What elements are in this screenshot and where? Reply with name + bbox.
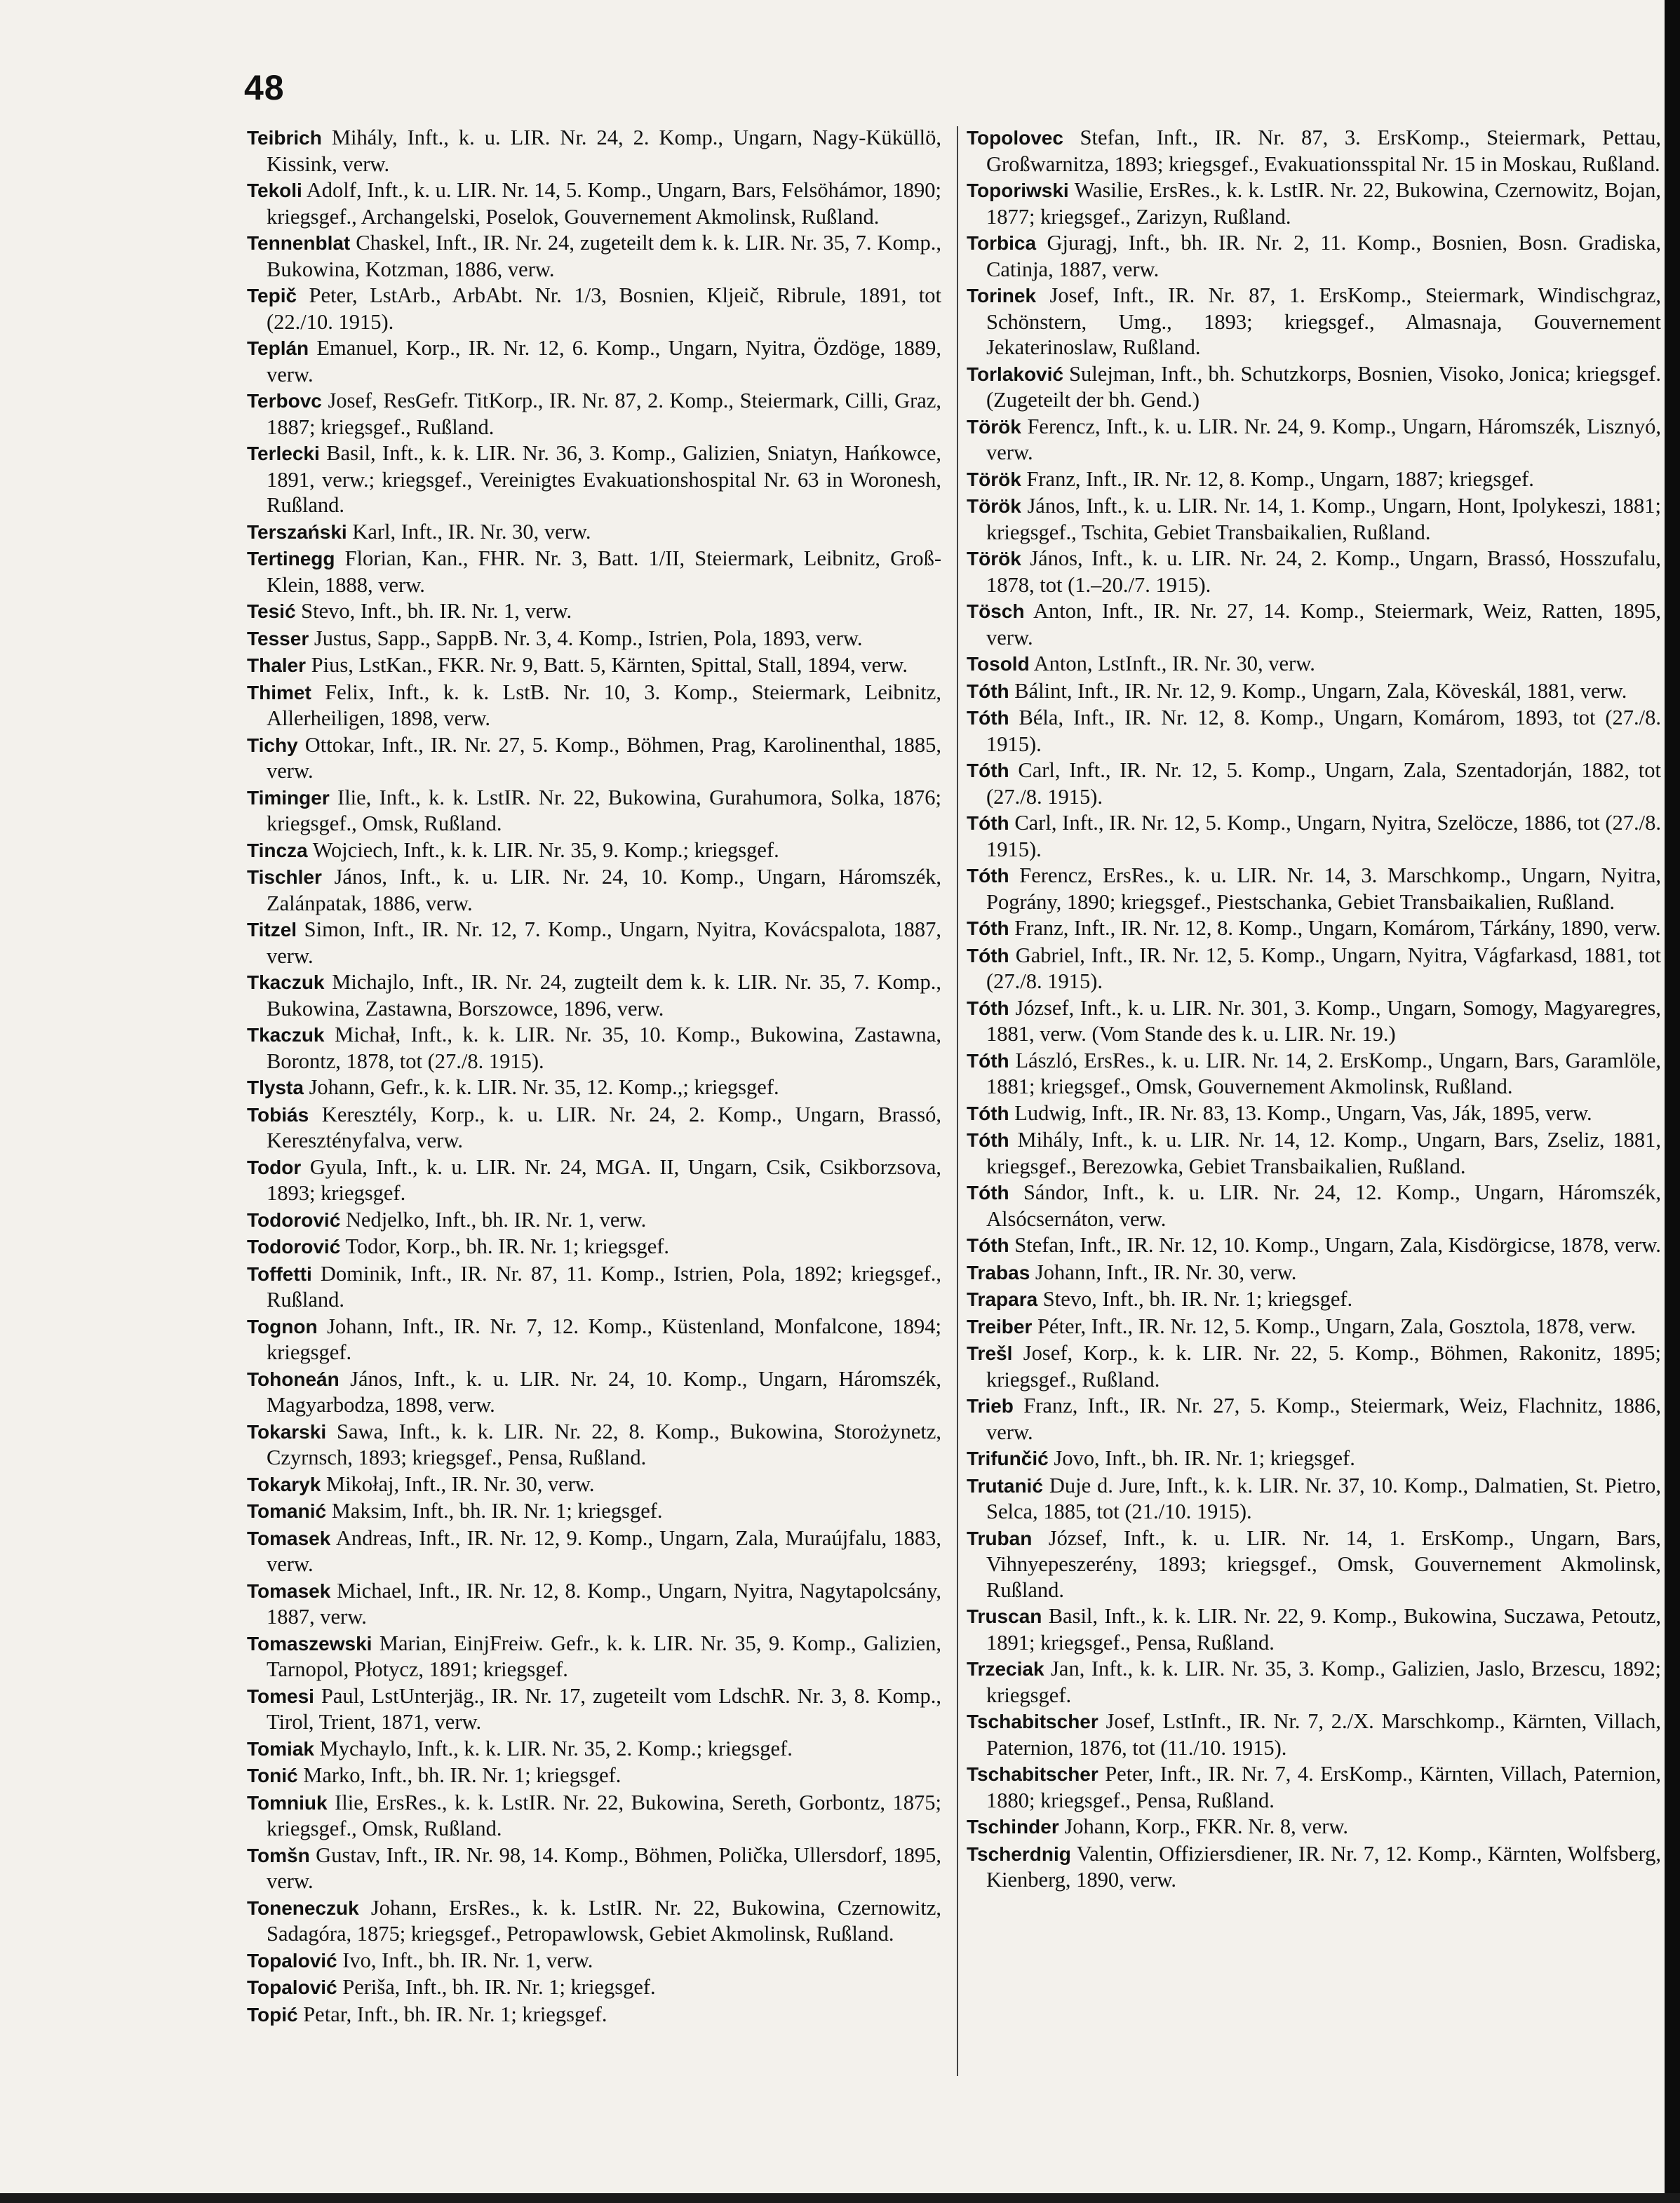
entry-surname: Tkaczuk	[247, 1024, 325, 1046]
entry-details: János, Inft., k. u. LIR. Nr. 14, 1. Komp., Ungarn, Hont, Ipolykeszi, 1881; kriegsgef., Tschita, Gebiet Transbaikalien, Rußland.	[986, 494, 1661, 544]
entry-surname: Tohoneán	[247, 1368, 340, 1390]
entry-details: Gabriel, Inft., IR. Nr. 12, 5. Komp., Ungarn, Nyitra, Vágfarkasd, 1881, tot (27./8. 1915).	[986, 943, 1661, 993]
entry-surname: Török	[967, 548, 1021, 570]
entry-surname: Trabas	[967, 1261, 1030, 1284]
entry-details: Peter, LstArb., ArbAbt. Nr. 1/3, Bosnien, Kljeič, Ribrule, 1891, tot (22./10. 1915).	[267, 283, 941, 334]
casualty-entry	[967, 361, 1661, 413]
casualty-entry	[247, 1419, 941, 1471]
entry-details: Sándor, Inft., k. u. LIR. Nr. 24, 12. Komp., Ungarn, Háromszék, Alsócsernáton, verw.	[986, 1180, 1661, 1231]
entry-surname: Todorović	[247, 1208, 341, 1231]
casualty-entry	[247, 1683, 941, 1735]
casualty-entry	[247, 1763, 941, 1789]
entry-details: Justus, Sapp., SappB. Nr. 3, 4. Komp., Istrien, Pola, 1893, verw.	[309, 626, 863, 650]
entry-surname: Tscherdnig	[967, 1842, 1071, 1865]
casualty-entry	[967, 546, 1661, 598]
entry-details: Mychaylo, Inft., k. k. LIR. Nr. 35, 2. Komp.; kriegsgef.	[314, 1736, 793, 1760]
entry-details: Wasilie, ErsRes., k. k. LstIR. Nr. 22, Bukowina, Czernowitz, Bojan, 1877; kriegsgef., Zarizyn, Rußland.	[986, 178, 1661, 229]
entry-details: János, Inft., k. u. LIR. Nr. 24, 10. Komp., Ungarn, Háromszék, Magyarbodza, 1898, verw.	[267, 1366, 941, 1417]
entry-surname: Tösch	[967, 600, 1025, 622]
entry-details: Stevo, Inft., bh. IR. Nr. 1, verw.	[295, 599, 572, 623]
casualty-entry	[967, 678, 1661, 705]
casualty-entry	[247, 1207, 941, 1234]
casualty-entry	[247, 652, 941, 679]
entry-surname: Tesser	[247, 627, 309, 649]
casualty-entry	[247, 598, 941, 625]
entry-details: János, Inft., k. u. LIR. Nr. 24, 2. Komp., Ungarn, Brassó, Hosszufalu, 1878, tot (1.–20./7. 1915).	[986, 546, 1661, 597]
entry-surname: Teplán	[247, 337, 309, 359]
entry-details: Valentin, Offiziersdiener, IR. Nr. 7, 12. Komp., Kärnten, Wolfsberg, Kienberg, 1890, verw.	[986, 1841, 1661, 1892]
entry-surname: Torbica	[967, 232, 1037, 254]
entry-details: Duje d. Jure, Inft., k. k. LIR. Nr. 37, 10. Komp., Dalmatien, St. Pietro, Selca, 1885, tot (21./10. 1915).	[986, 1473, 1661, 1523]
casualty-entry	[967, 1709, 1661, 1760]
entry-details: Stefan, Inft., IR. Nr. 87, 3. ErsKomp., Steiermark, Pettau, Großwarnitza, 1893; kriegsgef., Evakuationsspital Nr. 15 in Moskau, Rußland.	[986, 126, 1661, 176]
entry-surname: Todor	[247, 1156, 302, 1178]
entry-surname: Tobiás	[247, 1103, 309, 1126]
casualty-entry	[247, 440, 941, 518]
entry-details: Pius, LstKan., FKR. Nr. 9, Batt. 5, Kärnten, Spittal, Stall, 1894, verw.	[306, 653, 908, 677]
entry-details: Andreas, Inft., IR. Nr. 12, 9. Komp., Ungarn, Zala, Muraújfalu, 1883, verw.	[267, 1525, 941, 1576]
casualty-entry	[247, 283, 941, 335]
entry-surname: Tóth	[967, 812, 1009, 834]
entry-details: Josef, ResGefr. TitKorp., IR. Nr. 87, 2. Komp., Steiermark, Cilli, Graz, 1887; kriegsgef., Rußland.	[267, 389, 941, 439]
entry-surname: Tokarski	[247, 1420, 327, 1443]
entry-surname: Thimet	[247, 681, 311, 703]
casualty-entry	[247, 837, 941, 864]
casualty-entry	[967, 1446, 1661, 1472]
entry-details: Maksim, Inft., bh. IR. Nr. 1; kriegsgef.	[326, 1499, 663, 1523]
entry-surname: Tomniuk	[247, 1791, 328, 1814]
entry-details: Stevo, Inft., bh. IR. Nr. 1; kriegsgef.	[1037, 1287, 1353, 1311]
entry-details: Keresztély, Korp., k. u. LIR. Nr. 24, 2. Komp., Ungarn, Brassó, Keresztényfalva, verw.	[267, 1102, 941, 1152]
entry-surname: Tomšn	[247, 1844, 310, 1866]
entry-details: Todor, Korp., bh. IR. Nr. 1; kriegsgef.	[340, 1234, 670, 1258]
entry-details: Marian, EinjFreiw. Gefr., k. k. LIR. Nr. 35, 9. Komp., Galizien, Tarnopol, Płotycz, 1891; kriegsgef.	[267, 1631, 941, 1681]
casualty-entry	[967, 1393, 1661, 1445]
casualty-entry	[247, 1736, 941, 1763]
casualty-entry	[247, 2002, 941, 2028]
entry-surname: Tschabitscher	[967, 1763, 1098, 1785]
entry-surname: Tóth	[967, 1129, 1009, 1151]
entry-details: Josef, Inft., IR. Nr. 87, 1. ErsKomp., Steiermark, Windischgraz, Schönstern, Umg., 1893; kriegsgef., Almasnaja, Gouvernement Jekaterinoslaw, Rußland.	[986, 283, 1661, 359]
entry-surname: Török	[967, 495, 1021, 517]
entry-details: Ilie, Inft., k. k. LstIR. Nr. 22, Bukowina, Gurahumora, Solka, 1876; kriegsgef., Omsk, Rußland.	[267, 785, 941, 835]
entry-surname: Tomanić	[247, 1500, 327, 1522]
casualty-entry	[247, 125, 941, 177]
entry-details: Stefan, Inft., IR. Nr. 12, 10. Komp., Ungarn, Zala, Kisdörgicse, 1878, verw.	[1009, 1233, 1661, 1257]
casualty-entry	[967, 1180, 1661, 1232]
entry-details: Jan, Inft., k. k. LIR. Nr. 35, 3. Komp., Galizien, Jaslo, Brzescu, 1892; kriegsgef.	[986, 1657, 1661, 1707]
entry-surname: Terbovc	[247, 390, 322, 412]
entry-surname: Todorović	[247, 1236, 341, 1258]
casualty-entry	[967, 757, 1661, 809]
entry-details: Paul, LstUnterjäg., IR. Nr. 17, zugeteilt vom LdschR. Nr. 3, 8. Komp., Tirol, Trient, 1871, verw.	[267, 1683, 941, 1734]
casualty-entry	[247, 1498, 941, 1525]
entry-surname: Trzeciak	[967, 1658, 1044, 1680]
entry-details: Béla, Inft., IR. Nr. 12, 8. Komp., Ungarn, Komárom, 1893, tot (27./8. 1915).	[986, 706, 1661, 756]
entry-surname: Tóth	[967, 917, 1009, 939]
entry-surname: Trieb	[967, 1395, 1014, 1417]
entry-surname: Tóth	[967, 944, 1009, 966]
entry-surname: Trešl	[967, 1342, 1013, 1364]
entry-surname: Trifunčić	[967, 1448, 1049, 1469]
entry-surname: Török	[967, 415, 1021, 438]
casualty-entry	[967, 1340, 1661, 1392]
entry-details: Ottokar, Inft., IR. Nr. 27, 5. Komp., Böhmen, Prag, Karolinenthal, 1885, verw.	[267, 732, 941, 783]
entry-surname: Tomasek	[247, 1527, 331, 1549]
casualty-entry	[967, 1473, 1661, 1525]
entry-details: Wojciech, Inft., k. k. LIR. Nr. 35, 9. Komp.; kriegsgef.	[307, 837, 779, 862]
entry-surname: Tichy	[247, 734, 298, 756]
casualty-entry	[247, 1102, 941, 1154]
entry-surname: Tertinegg	[247, 548, 335, 570]
casualty-entry	[247, 1974, 941, 2001]
entry-details: Dominik, Inft., IR. Nr. 87, 11. Komp., Istrien, Pola, 1892; kriegsgef., Rußland.	[267, 1261, 941, 1312]
casualty-entry	[967, 810, 1661, 862]
casualty-entry	[967, 493, 1661, 545]
casualty-entry	[967, 466, 1661, 493]
entry-surname: Tóth	[967, 1234, 1009, 1256]
casualty-entry	[967, 863, 1661, 915]
entry-details: Adolf, Inft., k. u. LIR. Nr. 14, 5. Komp., Ungarn, Bars, Felsöhámor, 1890; kriegsgef., Archangelski, Poselok, Gouvernement Akmolinsk, Rußland.	[267, 178, 942, 229]
entry-details: Franz, Inft., IR. Nr. 27, 5. Komp., Steiermark, Weiz, Flachnitz, 1886, verw.	[986, 1394, 1661, 1444]
left-column	[247, 125, 941, 2028]
entry-details: Anton, Inft., IR. Nr. 27, 14. Komp., Steiermark, Weiz, Ratten, 1895, verw.	[986, 599, 1661, 649]
entry-surname: Tosold	[967, 653, 1030, 675]
entry-details: Ferencz, Inft., k. u. LIR. Nr. 24, 9. Komp., Ungarn, Háromszék, Lisznyó, verw.	[986, 414, 1661, 464]
entry-details: Emanuel, Korp., IR. Nr. 12, 6. Komp., Ungarn, Nyitra, Özdöge, 1889, verw.	[267, 336, 941, 386]
entry-surname: Truscan	[967, 1605, 1042, 1627]
entry-surname: Torinek	[967, 285, 1037, 306]
entry-surname: Tomesi	[247, 1685, 314, 1707]
entry-details: Ludwig, Inft., IR. Nr. 83, 13. Komp., Ungarn, Vas, Ják, 1895, verw.	[1009, 1100, 1592, 1125]
entry-details: Florian, Kan., FHR. Nr. 3, Batt. 1/II, Steiermark, Leibnitz, Groß-Klein, 1888, verw.	[267, 546, 941, 597]
entry-surname: Tóth	[967, 707, 1009, 729]
entry-surname: Toneneczuk	[247, 1897, 359, 1919]
entry-surname: Tschinder	[967, 1816, 1059, 1838]
casualty-entry	[247, 1314, 941, 1366]
casualty-entry	[247, 1022, 941, 1074]
entry-surname: Tkaczuk	[247, 971, 325, 993]
casualty-entry	[967, 1841, 1661, 1893]
entry-details: Ilie, ErsRes., k. k. LstIR. Nr. 22, Bukowina, Sereth, Gorbontz, 1875; kriegsgef., Omsk, Rußland.	[267, 1790, 941, 1840]
entry-details: Franz, Inft., IR. Nr. 12, 8. Komp., Ungarn, 1887; kriegsgef.	[1021, 466, 1534, 491]
casualty-entry	[247, 864, 941, 916]
entry-surname: Timinger	[247, 786, 330, 809]
entry-details: Jovo, Inft., bh. IR. Nr. 1; kriegsgef.	[1048, 1446, 1355, 1470]
entry-surname: Titzel	[247, 919, 297, 941]
casualty-entry	[247, 1895, 941, 1947]
casualty-entry	[967, 1603, 1661, 1655]
entry-details: Periša, Inft., bh. IR. Nr. 1; kriegsgef.	[337, 1975, 656, 1999]
page-edge-bottom	[0, 2193, 1680, 2203]
entry-details: Gustav, Inft., IR. Nr. 98, 14. Komp., Böhmen, Polička, Ullersdorf, 1895, verw.	[267, 1842, 941, 1893]
entry-details: László, ErsRes., k. u. LIR. Nr. 14, 2. ErsKomp., Ungarn, Bars, Garamlöle, 1881; kriegsgef., Omsk, Gouvernement Akmolinsk, Rußland.	[986, 1048, 1661, 1098]
entry-details: Peter, Inft., IR. Nr. 7, 4. ErsKomp., Kärnten, Villach, Paternion, 1880; kriegsgef., Pensa, Rußland.	[986, 1762, 1661, 1812]
entry-surname: Trapara	[967, 1288, 1038, 1310]
entry-details: Sulejman, Inft., bh. Schutzkorps, Bosnien, Visoko, Jonica; kriegsgef. (Zugeteilt der bh. Gend.)	[986, 361, 1661, 412]
entry-surname: Terszański	[247, 520, 347, 543]
entry-details: Carl, Inft., IR. Nr. 12, 5. Komp., Ungarn, Nyitra, Szelöcze, 1886, tot (27./8. 1915).	[986, 811, 1661, 861]
casualty-entry	[247, 1525, 941, 1577]
entry-surname: Tepič	[247, 285, 297, 306]
entry-surname: Tekoli	[247, 180, 302, 201]
entry-surname: Tokaryk	[247, 1473, 321, 1495]
entry-details: János, Inft., k. u. LIR. Nr. 24, 10. Komp., Ungarn, Háromszék, Zalánpatak, 1886, verw.	[267, 865, 941, 915]
entry-details: Felix, Inft., k. k. LstB. Nr. 10, 3. Komp., Steiermark, Leibnitz, Allerheiligen, 1898, verw.	[267, 680, 941, 730]
entry-surname: Török	[967, 468, 1021, 490]
entry-details: Mihály, Inft., k. u. LIR. Nr. 24, 2. Komp., Ungarn, Nagy-Küküllö, Kissink, verw.	[267, 126, 941, 176]
casualty-entry	[967, 915, 1661, 942]
entry-surname: Tonić	[247, 1765, 298, 1786]
casualty-entry	[247, 1154, 941, 1206]
entry-details: Karl, Inft., IR. Nr. 30, verw.	[347, 519, 591, 544]
entry-details: Josef, LstInft., IR. Nr. 7, 2./X. Marschkomp., Kärnten, Villach, Paternion, 1876, tot (11./10. 1915).	[986, 1709, 1661, 1760]
casualty-entry	[967, 1656, 1661, 1708]
entry-surname: Thaler	[247, 654, 307, 676]
entry-details: József, Inft., k. u. LIR. Nr. 14, 1. ErsKomp., Ungarn, Bars, Vihnyepeszerény, 1893; kriegsgef., Omsk, Gouvernement Akmolinsk, Rußland.	[986, 1525, 1661, 1602]
column-divider	[957, 126, 958, 2076]
entry-details: Gyula, Inft., k. u. LIR. Nr. 24, MGA. II, Ungarn, Csik, Csikborzsova, 1893; kriegsgef.	[267, 1154, 941, 1205]
casualty-entry	[247, 177, 941, 229]
entry-surname: Tincza	[247, 839, 308, 861]
casualty-entry	[967, 1048, 1661, 1100]
casualty-entry	[247, 546, 941, 598]
casualty-entry	[247, 335, 941, 387]
casualty-entry	[247, 1074, 941, 1101]
entry-details: Bálint, Inft., IR. Nr. 12, 9. Komp., Ungarn, Zala, Köveskál, 1881, verw.	[1009, 678, 1627, 703]
entry-details: Simon, Inft., IR. Nr. 12, 7. Komp., Ungarn, Nyitra, Kovácspalota, 1887, verw.	[267, 917, 941, 968]
casualty-entry	[247, 519, 941, 546]
casualty-entry	[247, 680, 941, 732]
casualty-entry	[967, 1525, 1661, 1603]
entry-details: Michał, Inft., k. k. LIR. Nr. 35, 10. Komp., Bukowina, Zastawna, Borontz, 1878, tot (27./8. 1915).	[267, 1023, 941, 1073]
casualty-entry	[247, 1790, 941, 1842]
entry-details: Basil, Inft., k. k. LIR. Nr. 36, 3. Komp., Galizien, Sniatyn, Hańkowce, 1891, verw.; kriegsgef., Vereinigtes Evakuationshospital Nr. 63 in Woronesh, Rußland.	[267, 441, 941, 517]
casualty-entry	[967, 1286, 1661, 1313]
right-column	[967, 125, 1661, 1894]
entry-surname: Tischler	[247, 866, 322, 888]
casualty-entry	[967, 1814, 1661, 1840]
casualty-entry	[967, 1314, 1661, 1340]
entry-surname: Topić	[247, 2003, 298, 2026]
entry-details: Sawa, Inft., k. k. LIR. Nr. 22, 8. Komp., Bukowina, Storożynetz, Czyrnsch, 1893; kriegsgef., Pensa, Rußland.	[267, 1419, 941, 1469]
casualty-entry	[967, 598, 1661, 650]
entry-surname: Terlecki	[247, 443, 320, 464]
entry-details: József, Inft., k. u. LIR. Nr. 301, 3. Komp., Ungarn, Somogy, Magyaregres, 1881, verw. (Vom Stande des k. u. LIR. Nr. 19.)	[986, 995, 1661, 1046]
entry-surname: Toporiwski	[967, 180, 1069, 201]
entry-surname: Tomiak	[247, 1737, 314, 1760]
casualty-entry	[967, 1761, 1661, 1813]
entry-surname: Tennenblat	[247, 232, 351, 254]
entry-surname: Toffetti	[247, 1262, 312, 1285]
casualty-entry	[247, 1842, 941, 1894]
casualty-entry	[247, 230, 941, 282]
entry-surname: Tóth	[967, 865, 1009, 887]
entry-details: Ivo, Inft., bh. IR. Nr. 1, verw.	[337, 1948, 593, 1972]
entry-details: Michajlo, Inft., IR. Nr. 24, zugteilt dem k. k. LIR. Nr. 35, 7. Komp., Bukowina, Zastawna, Borszowce, 1896, verw.	[267, 970, 941, 1020]
casualty-entry	[967, 230, 1661, 282]
entry-details: Johann, Gefr., k. k. LIR. Nr. 35, 12. Komp.,; kriegsgef.	[303, 1075, 779, 1099]
casualty-entry	[967, 705, 1661, 757]
casualty-entry	[247, 1631, 941, 1683]
entry-surname: Tóth	[967, 1049, 1009, 1072]
casualty-entry	[967, 1260, 1661, 1286]
entry-details: Marko, Inft., bh. IR. Nr. 1; kriegsgef.	[297, 1763, 621, 1787]
casualty-entry	[247, 1471, 941, 1498]
casualty-entry	[247, 388, 941, 440]
casualty-entry	[247, 732, 941, 784]
entry-surname: Topalović	[247, 1949, 337, 1972]
casualty-entry	[247, 917, 941, 969]
entry-surname: Tóth	[967, 760, 1009, 781]
casualty-entry	[247, 626, 941, 652]
entry-details: Gjuragj, Inft., bh. IR. Nr. 2, 11. Komp., Bosnien, Bosn. Gradiska, Catinja, 1887, verw.	[986, 231, 1661, 281]
entry-details: Mikołaj, Inft., IR. Nr. 30, verw.	[321, 1471, 595, 1496]
entry-details: Michael, Inft., IR. Nr. 12, 8. Komp., Ungarn, Nyitra, Nagytapolcsány, 1887, verw.	[267, 1578, 941, 1629]
entry-details: Petar, Inft., bh. IR. Nr. 1; kriegsgef.	[297, 2002, 607, 2026]
entry-surname: Trutanić	[967, 1474, 1043, 1497]
entry-details: Josef, Korp., k. k. LIR. Nr. 22, 5. Komp., Böhmen, Rakonitz, 1895; kriegsgef., Rußland.	[986, 1341, 1661, 1392]
entry-details: Nedjelko, Inft., bh. IR. Nr. 1, verw.	[340, 1207, 647, 1232]
casualty-entry	[967, 283, 1661, 361]
entry-surname: Tlysta	[247, 1077, 304, 1098]
entry-details: Johann, Korp., FKR. Nr. 8, verw.	[1059, 1814, 1349, 1838]
casualty-entry	[967, 1232, 1661, 1259]
casualty-entry	[247, 785, 941, 837]
entry-surname: Tomasek	[247, 1579, 331, 1602]
entry-surname: Tesić	[247, 600, 296, 622]
casualty-entry	[967, 995, 1661, 1047]
entry-surname: Tóth	[967, 1182, 1009, 1204]
casualty-entry	[967, 1127, 1661, 1179]
entry-surname: Torlaković	[967, 363, 1063, 385]
casualty-entry	[967, 1100, 1661, 1127]
entry-details: Johann, ErsRes., k. k. LstIR. Nr. 22, Bukowina, Czernowitz, Sadagóra, 1875; kriegsgef., Petropawlowsk, Gebiet Akmolinsk, Rußland.	[267, 1895, 941, 1946]
entry-surname: Tóth	[967, 1102, 1009, 1124]
entry-surname: Tognon	[247, 1315, 318, 1338]
casualty-entry	[967, 125, 1661, 177]
entry-surname: Tomaszewski	[247, 1632, 372, 1655]
entry-details: Chaskel, Inft., IR. Nr. 24, zugeteilt dem k. k. LIR. Nr. 35, 7. Komp., Bukowina, Kotzman, 1886, verw.	[267, 231, 941, 281]
entry-details: Péter, Inft., IR. Nr. 12, 5. Komp., Ungarn, Zala, Gosztola, 1878, verw.	[1032, 1314, 1637, 1338]
casualty-entry	[247, 1234, 941, 1260]
casualty-entry	[967, 651, 1661, 678]
casualty-entry	[967, 177, 1661, 229]
casualty-entry	[247, 969, 941, 1021]
entry-details: Carl, Inft., IR. Nr. 12, 5. Komp., Ungarn, Zala, Szentadorján, 1882, tot (27./8. 1915).	[986, 758, 1661, 809]
entry-surname: Tóth	[967, 997, 1009, 1019]
casualty-entry	[247, 1261, 941, 1313]
entry-details: Mihály, Inft., k. u. LIR. Nr. 14, 12. Komp., Ungarn, Bars, Zseliz, 1881, kriegsgef., Berezowka, Gebiet Transbaikalien, Rußland.	[986, 1128, 1661, 1178]
entry-surname: Teibrich	[247, 127, 322, 149]
casualty-entry	[247, 1948, 941, 1974]
entry-surname: Tóth	[967, 680, 1009, 702]
entry-details: Anton, LstInft., IR. Nr. 30, verw.	[1029, 652, 1315, 675]
entry-surname: Treiber	[967, 1315, 1033, 1338]
casualty-entry	[967, 943, 1661, 995]
entry-surname: Truban	[967, 1527, 1033, 1549]
casualty-entry	[967, 414, 1661, 466]
entry-surname: Topolovec	[967, 127, 1063, 149]
entry-details: Franz, Inft., IR. Nr. 12, 8. Komp., Ungarn, Komárom, Tárkány, 1890, verw.	[1009, 916, 1661, 940]
casualty-entry	[247, 1366, 941, 1418]
page-number: 48	[244, 68, 285, 107]
entry-details: Johann, Inft., IR. Nr. 30, verw.	[1030, 1260, 1297, 1284]
casualty-entry	[247, 1578, 941, 1630]
entry-surname: Topalović	[247, 1976, 337, 1998]
entry-details: Ferencz, ErsRes., k. u. LIR. Nr. 14, 3. Marschkomp., Ungarn, Nyitra, Pográny, 1890; kriegsgef., Piestschanka, Gebiet Transbaikalien, Rußland.	[986, 863, 1661, 914]
page-edge-right	[1665, 0, 1680, 2203]
entry-surname: Tschabitscher	[967, 1711, 1098, 1732]
entry-details: Basil, Inft., k. k. LIR. Nr. 22, 9. Komp., Bukowina, Suczawa, Petoutz, 1891; kriegsgef., Pensa, Rußland.	[986, 1604, 1661, 1655]
entry-details: Johann, Inft., IR. Nr. 7, 12. Komp., Küstenland, Monfalcone, 1894; kriegsgef.	[267, 1314, 941, 1364]
